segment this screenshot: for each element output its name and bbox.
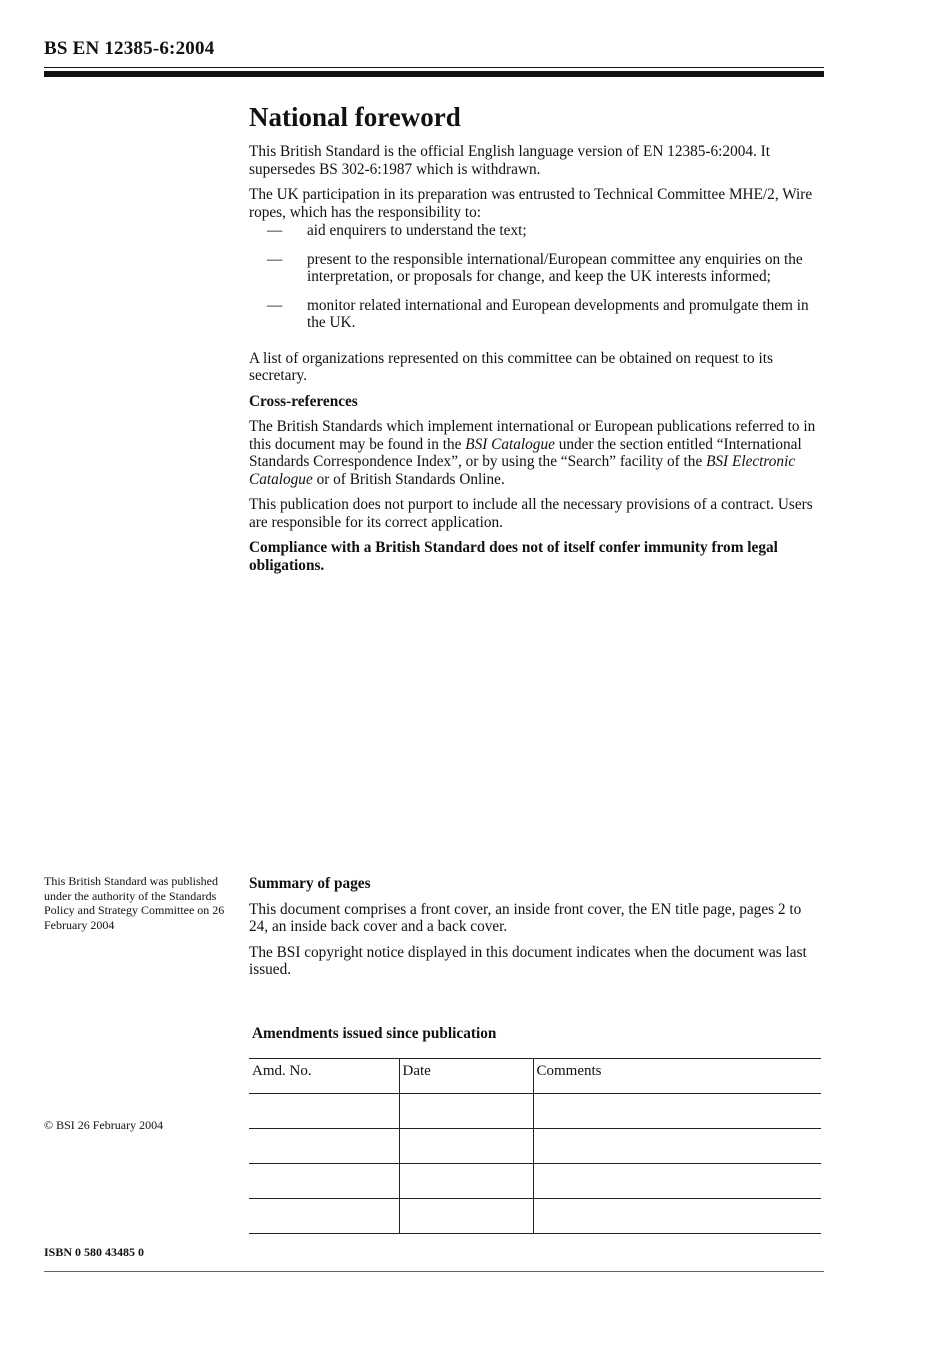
table-row — [249, 1129, 821, 1164]
foreword-section — [249, 100, 824, 582]
list-item — [249, 222, 824, 240]
table-row — [249, 1199, 821, 1234]
table-cell — [399, 1164, 533, 1199]
list-dash: — — [267, 222, 283, 239]
table-row — [249, 1164, 821, 1199]
table-cell — [249, 1164, 399, 1199]
list-item-text: monitor related international and European developments and promulgate them in the UK. — [307, 296, 809, 331]
list-item — [249, 251, 824, 286]
cross-ref-text-3: or of British Standards Online. — [312, 470, 505, 488]
summary-heading: Summary of pages — [249, 875, 371, 892]
table-cell — [249, 1199, 399, 1234]
table-cell — [533, 1094, 821, 1129]
summary-paragraph-2: The BSI copyright notice displayed in this document indicates when the document was last issued. — [249, 943, 807, 978]
table-header-row — [249, 1059, 821, 1094]
publication-authority-note: This British Standard was published under the authority of the Standards Policy and Strategy Committee on 26 February 2004 — [44, 874, 225, 932]
copyright-notice: © BSI 26 February 2004 — [44, 1118, 164, 1132]
document-id: BS EN 12385-6:2004 — [44, 38, 215, 59]
table-cell — [399, 1199, 533, 1234]
list-item-text: aid enquirers to understand the text; — [307, 222, 527, 239]
foreword-paragraph-1: This British Standard is the official English language version of EN 12385-6:2004. It supersedes BS 302-6:1987 which is withdrawn. — [249, 143, 771, 178]
amendments-table — [249, 1058, 821, 1234]
table-row — [249, 1094, 821, 1129]
list-dash: — — [267, 250, 283, 268]
cross-ref-text-2: under the section entitled “International Standards Correspondence Index”, or by using the “Search” facility of the — [249, 435, 802, 470]
responsibility-list — [249, 222, 824, 332]
cross-ref-text-1: The British Standards which implement international or European publications referred to in this document may be found in the — [249, 418, 816, 453]
foreword-paragraph-2: The UK participation in its preparation was entrusted to Technical Committee MHE/2, Wire ropes, which has the responsibility to: — [249, 186, 813, 221]
table-cell — [399, 1094, 533, 1129]
compliance-statement: Compliance with a British Standard does not of itself confer immunity from legal obligations. — [249, 539, 778, 574]
bsi-electronic-catalogue-title: BSI Electronic Catalogue — [249, 453, 796, 488]
column-header-amd-no: Amd. No. — [249, 1059, 399, 1094]
cross-references-heading: Cross-references — [249, 392, 358, 410]
page-title: National foreword — [249, 102, 461, 132]
header-rule-thick — [44, 71, 824, 77]
header-rule-thin — [44, 67, 824, 68]
table-cell — [249, 1094, 399, 1129]
table-cell — [533, 1129, 821, 1164]
table-cell — [249, 1129, 399, 1164]
table-cell — [399, 1129, 533, 1164]
column-header-date: Date — [399, 1059, 533, 1094]
table-cell — [533, 1164, 821, 1199]
summary-paragraph-1: This document comprises a front cover, an inside front cover, the EN title page, pages 2 to 24, an inside back cover and a back cover. — [249, 900, 802, 935]
list-item-text: present to the responsible international/European committee any enquiries on the interpretation, or proposals for change, and keep the UK interests informed; — [307, 250, 803, 285]
isbn: ISBN 0 580 43485 0 — [44, 1245, 145, 1259]
cross-references-paragraph — [249, 418, 817, 488]
foreword-paragraph-3: A list of organizations represented on this committee can be obtained on request to its secretary. — [249, 349, 773, 384]
foreword-paragraph-4: This publication does not purport to include all the necessary provisions of a contract. Users are responsible for its correct application. — [249, 496, 813, 531]
list-dash: — — [267, 296, 283, 314]
table-cell — [533, 1199, 821, 1234]
footer-rule — [44, 1271, 824, 1272]
amendments-title: Amendments issued since publication — [252, 1025, 497, 1042]
column-header-comments: Comments — [533, 1059, 821, 1094]
summary-section — [249, 875, 824, 987]
bsi-catalogue-title: BSI Catalogue — [465, 435, 555, 453]
list-item — [249, 297, 824, 332]
